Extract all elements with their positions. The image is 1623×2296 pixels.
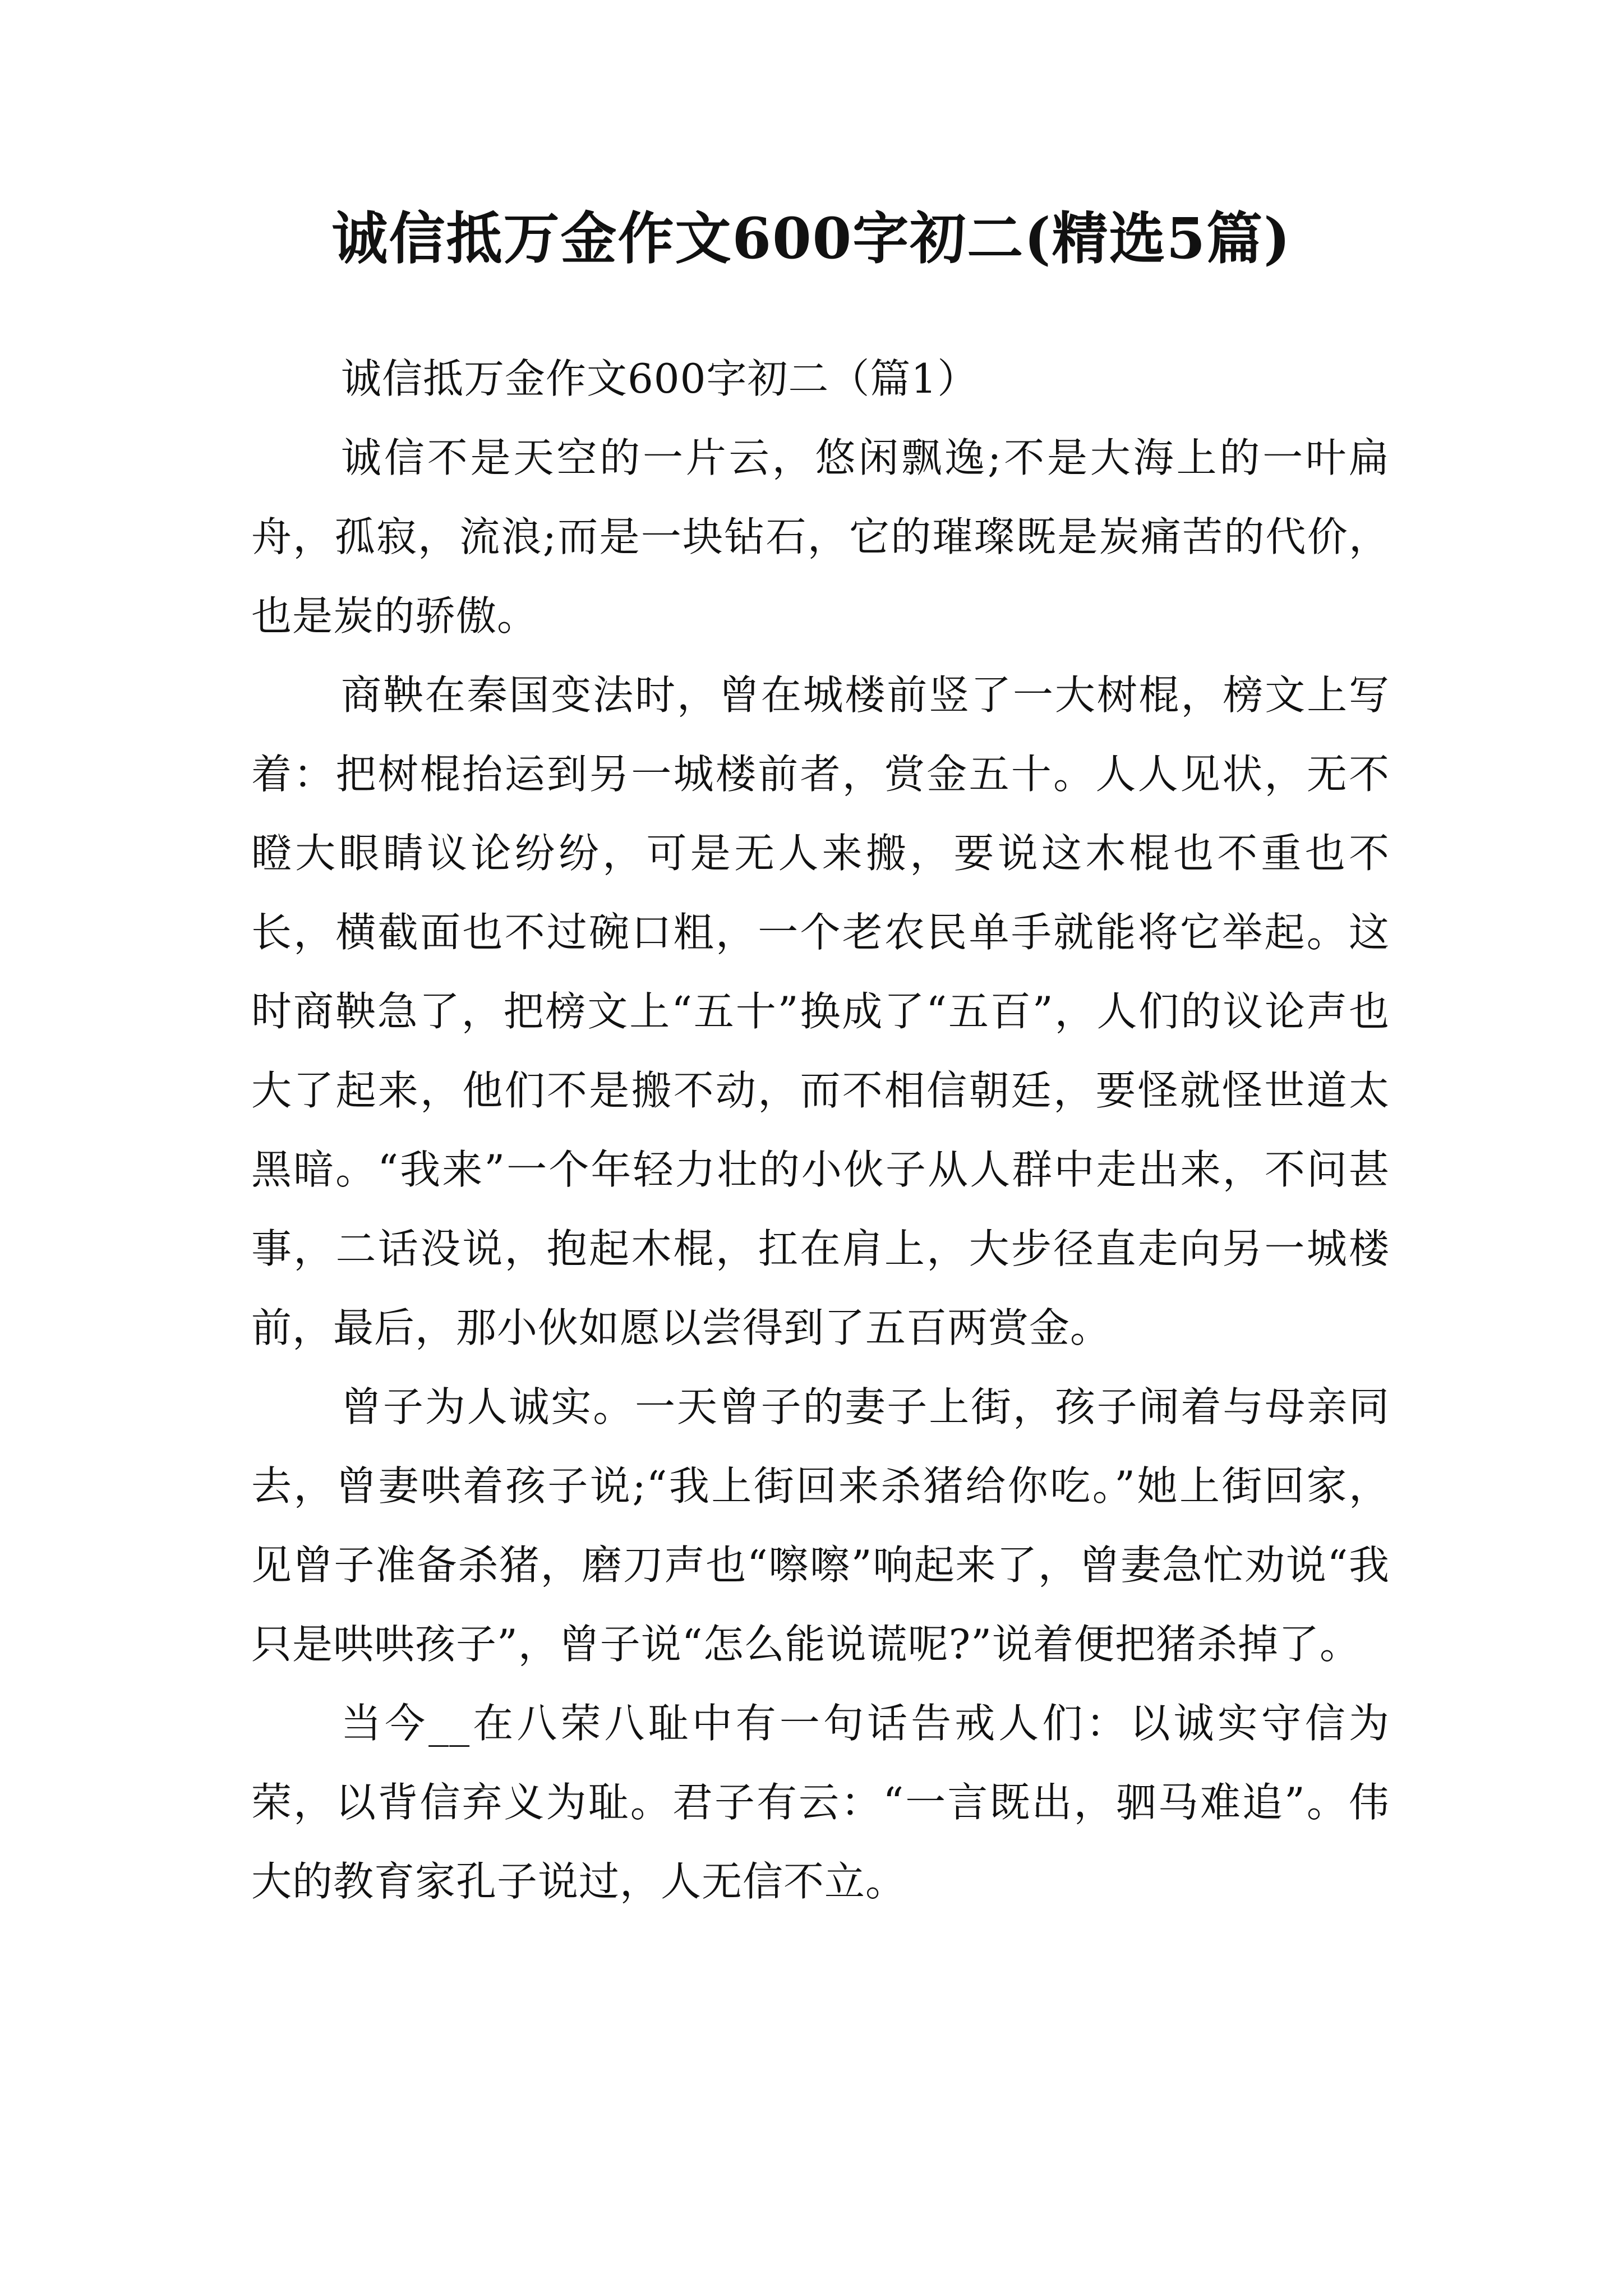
paragraph-shang-yang: 商鞅在秦国变法时，曾在城楼前竖了一大树棍，榜文上写着：把树棍抬运到另一城楼前者，赏金五十。人人见状，无不瞪大眼睛议论纷纷，可是无人来搬，要说这木棍也不重也不长，横截面也不过碗口粗，一个老农民单手就能将它举起。这时商鞅急了，把榜文上“五十”换成了“五百”，人们的议论声也大了起来，他们不是搬不动，而不相信朝廷，要怪就怪世道太黑暗。“我来”一个年轻力壮的小伙子从人群中走出来，不问甚事，二话没说，抱起木棍，扛在肩上，大步径直走向另一城楼前，最后，那小伙如愿以尝得到了五百两赏金。	[251, 671, 1390, 1351]
paragraph-zengzi: 曾子为人诚实。一天曾子的妻子上街，孩子闹着与母亲同去，曾妻哄着孩子说;“我上街回来杀猪给你吃。”她上街回家，见曾子准备杀猪，磨刀声也“嚓嚓”响起来了，曾妻急忙劝说“我只是哄哄孩子”，曾子说“怎么能说谎呢?”说着便把猪杀掉了。	[251, 1383, 1390, 1668]
document-title: 诚信抵万金作文600字初二(精选5篇)	[331, 205, 1292, 272]
paragraph-honor-shame: 当今__在八荣八耻中有一句话告戒人们：以诚实守信为荣，以背信弃义为耻。君子有云：“一言既出，驷马难追”。伟大的教育家孔子说过，人无信不立。	[251, 1700, 1390, 1905]
document-body	[251, 339, 1390, 1921]
paragraph-intro: 诚信不是天空的一片云，悠闲飘逸;不是大海上的一叶扁舟，孤寂，流浪;而是一块钻石，它的璀璨既是炭痛苦的代价，也是炭的骄傲。	[251, 434, 1390, 639]
section-heading: 诚信抵万金作文600字初二（篇1）	[341, 355, 979, 402]
